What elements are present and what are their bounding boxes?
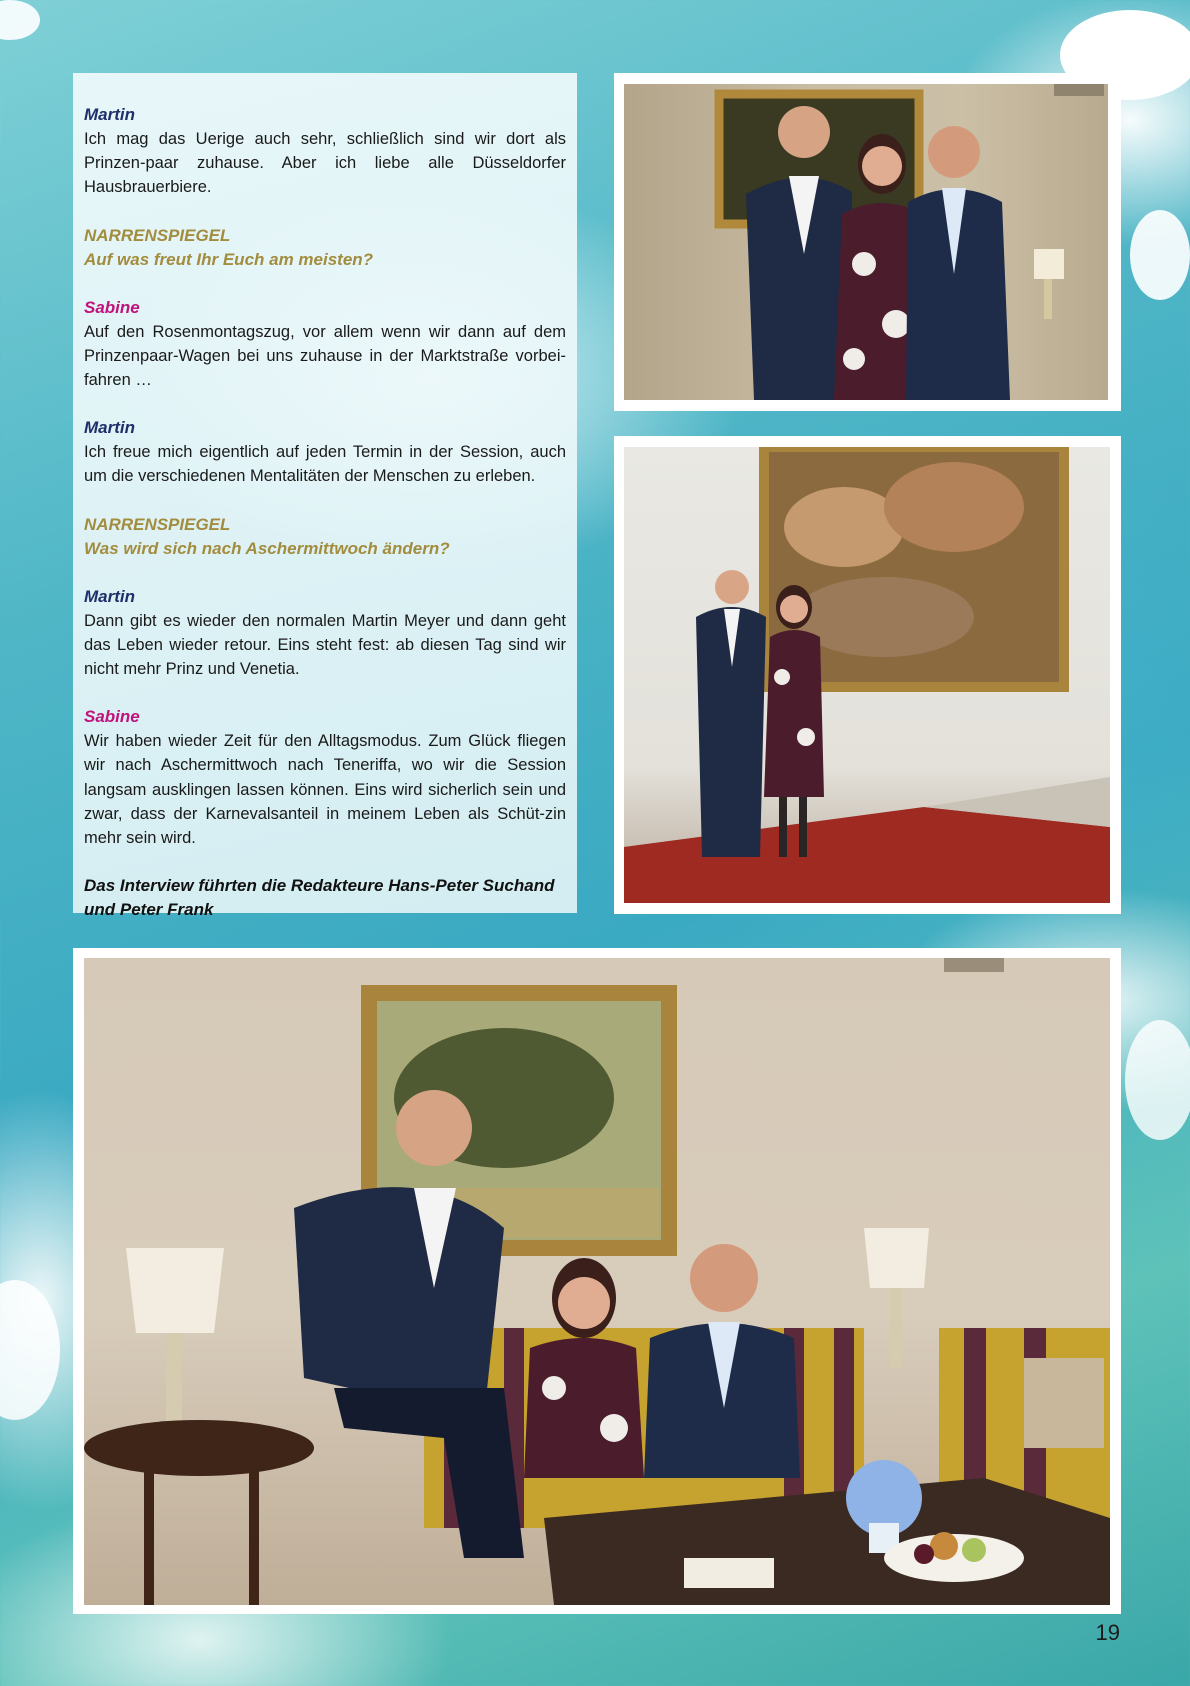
photo-frame-group-seated [73,948,1121,1614]
splash-right-mid [1130,210,1190,300]
speaker-label: Martin [84,105,135,124]
block-question-2 [84,513,566,561]
speaker-label: Martin [84,418,135,438]
speaker-label: Sabine [84,297,140,317]
answer-text: Wir haben wieder Zeit für den Alltagsmodus. Zum Glück fliegen wir nach Aschermittwoch nach Teneriffa, wo wir die Session langsam ausklingen lassen können. Eins wird sicherlich sein und zwar, dass der Karnevalsanteil in meinem Leben als Schüt-zin mehr sein wird. [84,732,566,848]
photo-couple-staircase-illustration [624,447,1110,903]
block-martin-3 [84,585,566,682]
answer-text: Dann gibt es wieder den normalen Martin Meyer und dann geht das Leben wieder retour. Eins steht fest: ab diesen Tag sind wir nicht mehr Prinz und Venetia. [84,611,566,679]
speaker-label: Sabine [84,707,140,727]
photo-couple-staircase [624,447,1110,903]
answer-text: Ich freue mich eigentlich auf jeden Termin in der Session, auch um die verschiedenen Mentalitäten der Menschen zu erleben. [84,443,566,486]
photo-group-standing-illustration [624,84,1108,400]
credit-block [84,874,566,922]
photo-group-seated [84,958,1110,1605]
photo-frame-couple-staircase [614,436,1121,914]
block-sabine-2 [84,705,566,850]
photo-group-standing [624,84,1108,400]
block-martin-2 [84,416,566,488]
block-question-1 [84,224,566,272]
block-sabine-1 [84,296,566,393]
speaker-label: Martin [84,586,135,606]
page-number: 19 [1095,1620,1120,1645]
answer-text: Ich mag das Uerige auch sehr, schließlich sind wir dort als Prinzen-paar zuhause. Aber ich liebe alle Düsseldorfer Hausbrauerbiere. [84,130,566,197]
answer-text: Auf den Rosenmontagszug, vor allem wenn wir dann auf dem Prinzenpaar-Wagen bei uns zuhause in der Marktstraße vorbei-fahren … [84,322,566,390]
interview-text-panel [73,73,577,920]
interview-credit: Das Interview führten die Redakteure Hans-Peter Suchand und Peter Frank [84,876,555,920]
photo-frame-group-standing [614,73,1121,411]
speaker-label: NARRENSPIEGEL [84,514,231,534]
photo-group-seated-illustration [84,958,1110,1605]
splash-left-bottom [0,1280,60,1420]
question-text: Auf was freut Ihr Euch am meisten? [84,249,374,269]
block-martin-1 [84,103,566,200]
question-text: Was wird sich nach Aschermittwoch ändern? [84,538,450,558]
splash-right-lower [1125,1020,1190,1140]
speaker-label: NARRENSPIEGEL [84,225,231,245]
splash-top-left [0,0,40,40]
